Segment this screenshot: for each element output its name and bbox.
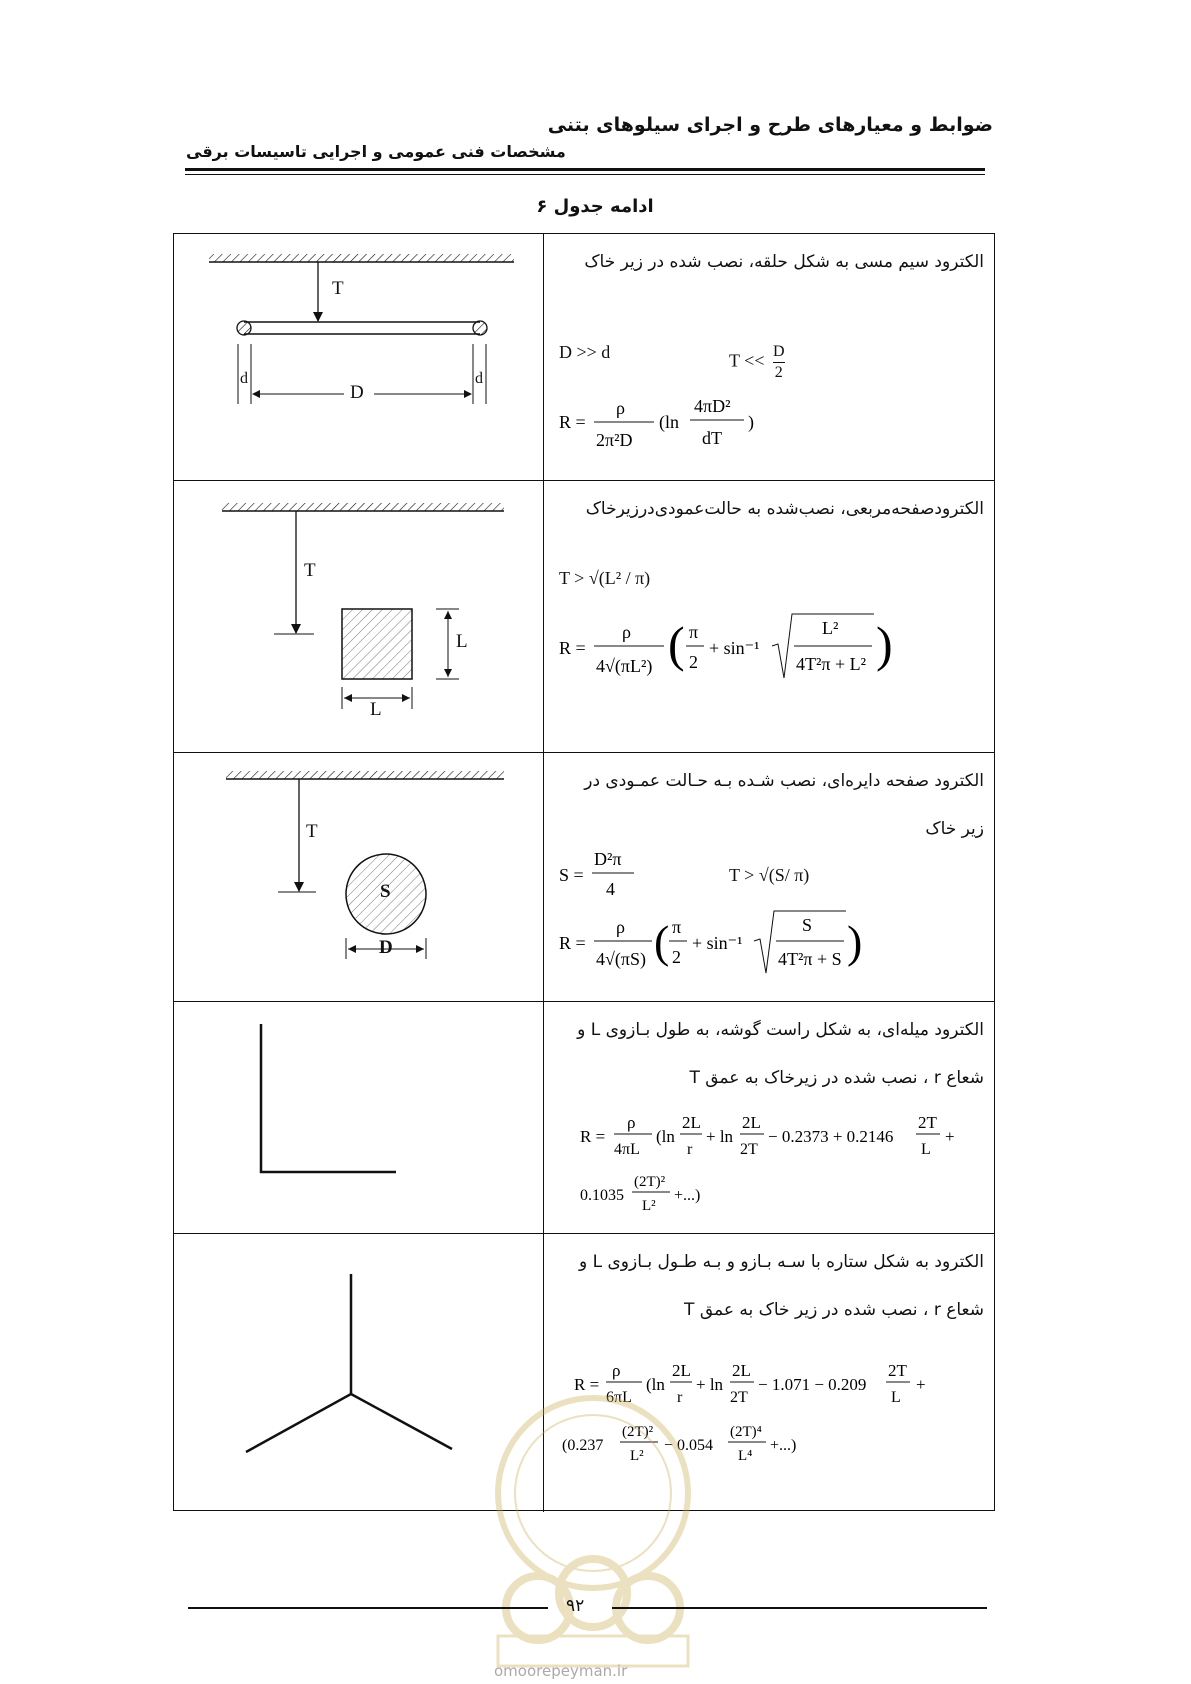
svg-text:(2T)²: (2T)² xyxy=(634,1174,666,1190)
ring-electrode-figure xyxy=(174,234,544,480)
label-small-d: d xyxy=(240,370,248,387)
formula-row1 xyxy=(554,384,994,464)
svg-text:L⁴: L⁴ xyxy=(738,1448,753,1464)
label-s: S xyxy=(380,881,391,902)
svg-text:L²: L² xyxy=(630,1448,644,1464)
svg-text:− 0.054: − 0.054 xyxy=(664,1437,714,1454)
footer-rule-right xyxy=(612,1607,987,1609)
svg-text:R =: R = xyxy=(559,933,586,953)
label-t: T xyxy=(304,560,316,581)
svg-text:4πD²: 4πD² xyxy=(694,396,731,416)
row-description-line2: شعاع r ، نصب شده در زیر خاک به عمق T xyxy=(684,1300,984,1320)
svg-text:4: 4 xyxy=(606,879,615,899)
svg-text:+: + xyxy=(945,1127,955,1146)
svg-text:r: r xyxy=(677,1389,683,1406)
svg-text:2L: 2L xyxy=(742,1113,761,1132)
svg-text:L²: L² xyxy=(822,618,839,638)
svg-text:+...): +...) xyxy=(770,1437,797,1454)
row-description-line2: شعاع r ، نصب شده در زیرخاک به عمق T xyxy=(689,1068,984,1088)
svg-text:2L: 2L xyxy=(672,1361,691,1380)
svg-text:(: ( xyxy=(654,916,670,967)
svg-text:4T²π + L²: 4T²π + L² xyxy=(796,654,867,674)
svg-text:0.1035: 0.1035 xyxy=(580,1187,624,1204)
footer-rule-left xyxy=(188,1607,548,1609)
square-plate-drawing xyxy=(174,481,544,753)
svg-text:L: L xyxy=(921,1141,931,1158)
svg-text:+ ln: + ln xyxy=(696,1375,724,1394)
condition-t-text: T << xyxy=(729,350,765,371)
svg-text:): ) xyxy=(847,916,863,967)
square-plate-figure xyxy=(174,481,544,752)
svg-text:S =: S = xyxy=(559,865,584,885)
svg-text:+ sin⁻¹: + sin⁻¹ xyxy=(692,933,743,953)
svg-text:2: 2 xyxy=(672,947,681,967)
svg-text:R =: R = xyxy=(574,1375,600,1394)
label-d: D xyxy=(379,937,393,958)
condition-d: D >> d xyxy=(559,342,611,362)
condition-t: T << $\frac{D}{2}$ xyxy=(729,343,785,381)
svg-text:ρ: ρ xyxy=(622,622,631,642)
circular-plate-figure xyxy=(174,753,544,1001)
label-t: T xyxy=(306,821,318,842)
condition-t: T > √(L² / π) xyxy=(559,568,651,588)
svg-text:S: S xyxy=(802,915,813,935)
header-rule-thin xyxy=(185,174,985,175)
svg-text:): ) xyxy=(748,412,754,432)
svg-text:− 0.2373 + 0.2146: − 0.2373 + 0.2146 xyxy=(768,1127,894,1146)
table-caption: ادامه جدول ۶ xyxy=(536,196,654,217)
svg-text:dT: dT xyxy=(702,428,722,448)
l-shaped-rod-drawing xyxy=(174,1002,544,1234)
svg-text:2: 2 xyxy=(689,652,698,672)
svg-text:4πL: 4πL xyxy=(614,1141,640,1158)
svg-text:+ ln: + ln xyxy=(706,1127,734,1146)
table-row xyxy=(174,1002,994,1234)
svg-text:2L: 2L xyxy=(682,1113,701,1132)
svg-text:2T: 2T xyxy=(730,1389,748,1406)
svg-text:2T: 2T xyxy=(740,1141,758,1158)
svg-text:): ) xyxy=(876,616,893,672)
svg-text:R =: R = xyxy=(580,1127,606,1146)
formula-row4 xyxy=(552,1110,992,1220)
condition-t: T > √(S/ π) xyxy=(729,865,810,885)
document-subtitle: مشخصات فنی عمومی و اجرایی تاسیسات برقی xyxy=(186,142,566,161)
watermark-url: omoorepeyman.ir xyxy=(494,1662,628,1680)
svg-text:(2T)²: (2T)² xyxy=(622,1424,654,1440)
label-d: D xyxy=(350,382,364,403)
table-row xyxy=(174,234,994,481)
formula-row3 xyxy=(554,905,994,985)
ring-electrode-drawing xyxy=(174,234,544,481)
row-description: الکترودصفحه‌مربعی، نصب‌شده به حالت‌عمودی‌درزیرخاک xyxy=(585,499,984,519)
svg-text:+...): +...) xyxy=(674,1187,701,1204)
svg-text:R =: R = xyxy=(559,638,586,658)
label-small-d-right: d xyxy=(475,370,483,387)
row-description-line1: الکترود میله‌ای، به شکل راست گوشه، به طول بـازوی L و xyxy=(577,1020,984,1040)
circular-plate-drawing xyxy=(174,753,544,1002)
svg-text:2T: 2T xyxy=(918,1113,937,1132)
svg-text:+ sin⁻¹: + sin⁻¹ xyxy=(709,638,760,658)
page-number: ۹۲ xyxy=(566,1596,585,1616)
svg-text:r: r xyxy=(687,1141,693,1158)
svg-text:4T²π + S: 4T²π + S xyxy=(778,949,842,969)
svg-text:L: L xyxy=(891,1389,901,1406)
svg-text:ρ: ρ xyxy=(616,917,625,937)
svg-text:4√(πL²): 4√(πL²) xyxy=(596,656,653,676)
label-t: T xyxy=(332,278,344,299)
svg-text:(2T)⁴: (2T)⁴ xyxy=(730,1424,762,1440)
svg-text:π: π xyxy=(689,622,699,642)
svg-text:6πL: 6πL xyxy=(606,1389,632,1406)
electrode-table xyxy=(173,233,995,1511)
svg-text:ρ: ρ xyxy=(627,1113,636,1132)
svg-text:4√(πS): 4√(πS) xyxy=(596,949,646,969)
svg-text:ρ: ρ xyxy=(612,1361,621,1380)
svg-text:(: ( xyxy=(668,616,685,672)
row-description: الکترود سیم مسی به شکل حلقه، نصب شده در زیر خاک xyxy=(584,252,984,272)
svg-text:(ln: (ln xyxy=(656,1127,675,1146)
formula-row2 xyxy=(554,606,994,696)
svg-text:+: + xyxy=(916,1375,926,1394)
label-l-vertical: L xyxy=(456,631,468,652)
svg-text:2T: 2T xyxy=(888,1361,907,1380)
svg-text:L²: L² xyxy=(642,1198,656,1214)
header-rule-thick xyxy=(185,168,985,171)
table-row xyxy=(174,481,994,753)
table-row xyxy=(174,753,994,1002)
svg-text:2L: 2L xyxy=(732,1361,751,1380)
l-shaped-rod-figure xyxy=(174,1002,544,1233)
row-description-line2: زیر خاک xyxy=(925,819,984,839)
svg-text:(ln: (ln xyxy=(659,412,679,432)
svg-text:2π²D: 2π²D xyxy=(596,430,633,450)
document-title: ضوابط و معیارهای طرح و اجرای سیلوهای بتنی xyxy=(547,114,993,136)
svg-text:(ln: (ln xyxy=(646,1375,665,1394)
svg-text:ρ: ρ xyxy=(616,398,625,418)
row-description-line1: الکترود صفحه دایره‌ای، نصب شـده بـه حـالت عمـودی در xyxy=(584,771,984,791)
svg-text:R =: R = xyxy=(559,412,586,432)
row-description-line1: الکترود به شکل ستاره با سـه بـازو و بـه طـول بـازوی L و xyxy=(578,1252,984,1272)
svg-text:D²π: D²π xyxy=(594,849,622,869)
label-l-horizontal: L xyxy=(370,699,382,720)
svg-text:− 1.071 − 0.209: − 1.071 − 0.209 xyxy=(758,1375,867,1394)
watermark-seal xyxy=(478,1378,708,1678)
svg-text:(0.237: (0.237 xyxy=(562,1437,604,1454)
svg-text:π: π xyxy=(672,917,682,937)
